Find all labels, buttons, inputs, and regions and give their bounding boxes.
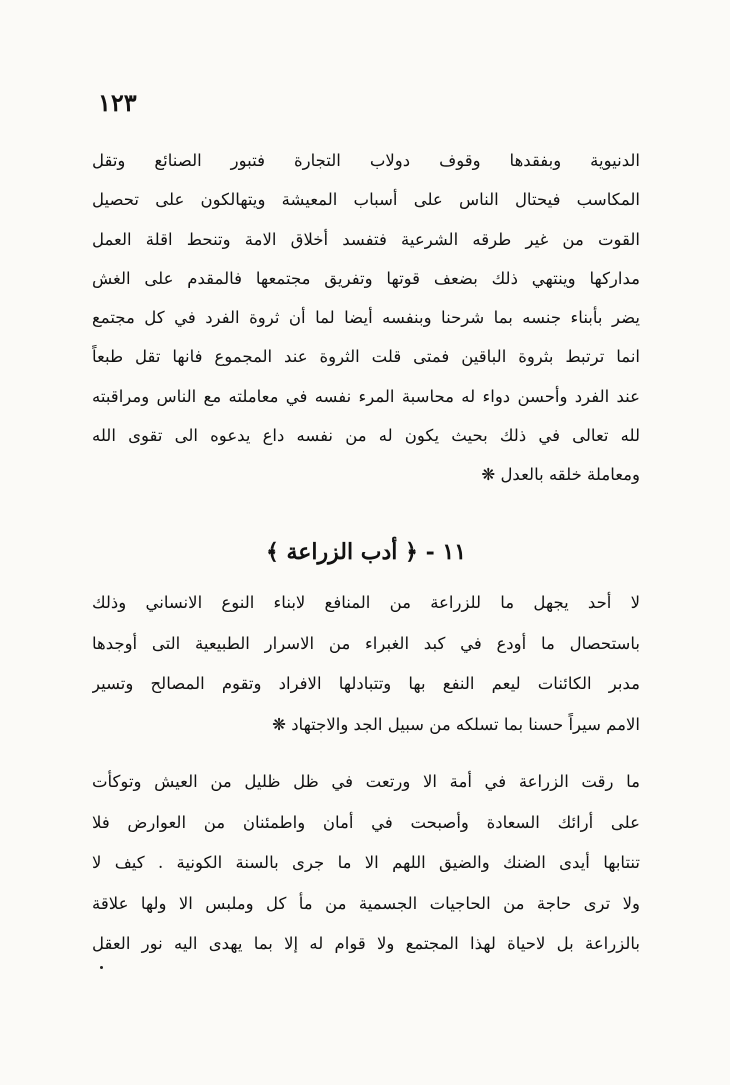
text-line: لا أحد يجهل ما للزراعة من المنافع لابناء النوع الانساني وذلك (92, 593, 640, 612)
text-line: لله تعالى في ذلك بحيث يكون له من نفسه داع يدعوه الى تقوى الله (92, 426, 640, 446)
text-line: المكاسب فيحتال الناس على أسباب المعيشة ويتهالكون على تحصيل (92, 190, 640, 210)
text-line: الامم سيراً حسنا بما تسلكه من سبيل الجد والاجتهاد ❋ (272, 714, 640, 734)
text-line: باستحصال ما أودع في كبد الغبراء من الاسرار الطبيعية التى أوجدها (92, 633, 640, 653)
paragraph-continued (92, 141, 640, 495)
text-line: بالزراعة بل لاحياة لهذا المجتمع ولا قوام له إلا بما يهدى اليه نور العقل (92, 934, 640, 953)
text-line: عند الفرد وأحسن دواء له محاسبة المرء نفسه في معاملته مع الناس ومراقبته (92, 386, 640, 406)
text-line: ومعاملة خلقه بالعدل ❋ (481, 465, 640, 485)
text-line: مداركها وينتهي ذلك بضعف قوتها وتفريق مجتمعها فالمقدم على الغش (92, 268, 640, 288)
text-line: تنتابها أيدى الضنك والضيق اللهم الا ما جرى بالسنة الكونية . كيف لا (92, 853, 640, 872)
ink-dot (100, 966, 103, 969)
text-line: انما ترتبط بثروة الباقين فمتى قلت الثروة عند المجموع فانها تقل طبعاً (92, 347, 640, 367)
text-line: يضر بأبناء جنسه بما شرحنا وبنفسه أيضا لما أن ثروة الفرد في كل مجتمع (92, 308, 640, 328)
paragraph-agriculture-intro (92, 583, 640, 745)
text-line: مدبر الكائنات ليعم النفع بها وتتبادلها الافراد وتقوم المصالح وتسير (92, 674, 640, 693)
text-line: ولا ترى حاجة من الحاجيات الجسمية من مأ كل وملبس الا ولها علاقة (92, 893, 640, 913)
page-number: ١٢٣ (98, 88, 137, 117)
section-heading: ١١ - ﴿ أدب الزراعة ﴾ (265, 539, 467, 565)
text-line: الدنيوية وبفقدها وقوف دولاب التجارة فتبور الصنائع وتقل (92, 151, 640, 170)
text-line: على أرائك السعادة وأصبحت في أمان واطمئنان من العوارض فلا (92, 812, 640, 832)
text-line: ما رقت الزراعة في أمة الا ورتعت في ظل ظليل من العيش وتوكأت (92, 772, 640, 791)
text-line: القوت من غير طرقه الشرعية فتفسد أخلاق الامة وتنحط اقلة العمل (92, 229, 640, 249)
paragraph-agriculture-benefits (92, 762, 640, 965)
